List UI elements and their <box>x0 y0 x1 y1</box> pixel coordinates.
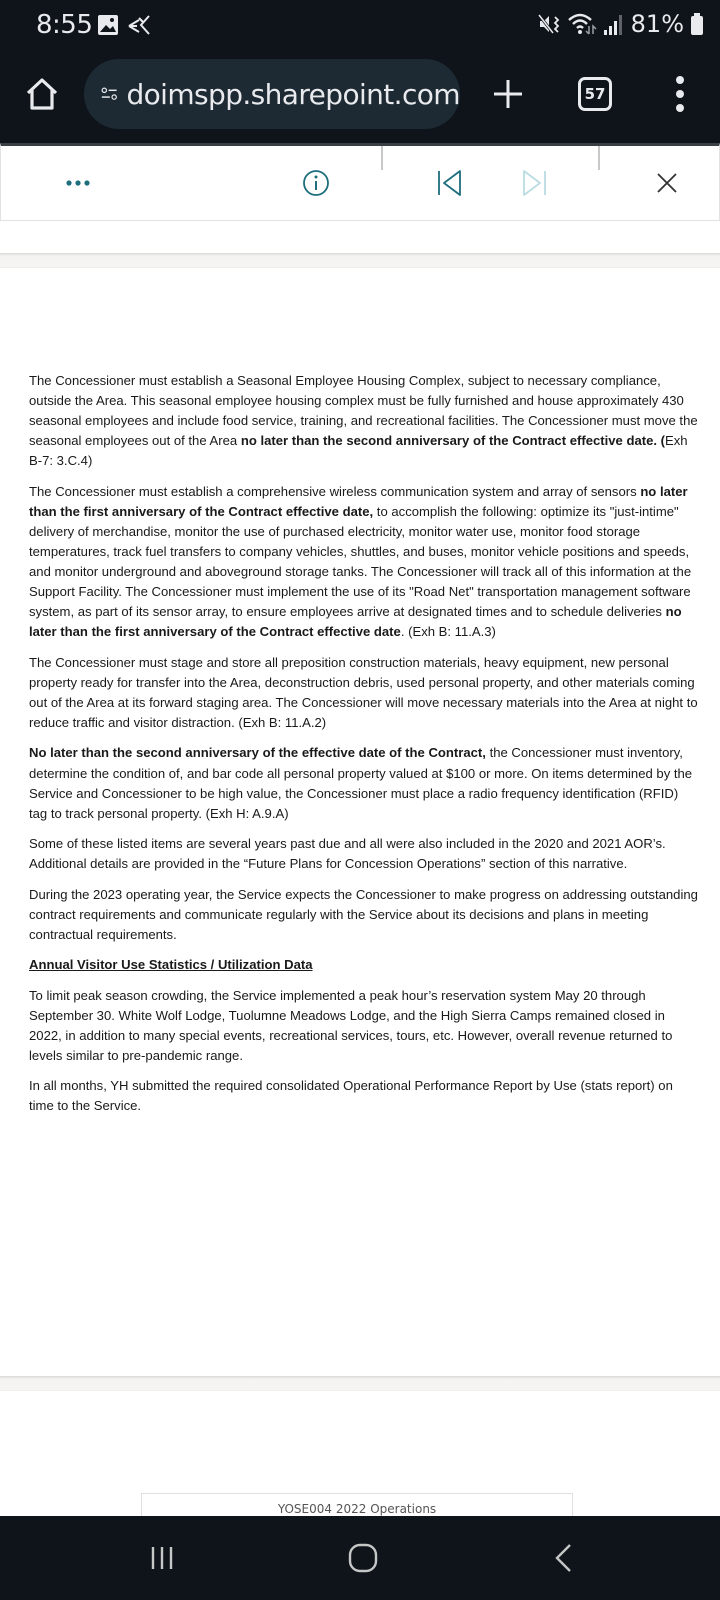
recent-apps-button[interactable] <box>138 1534 186 1582</box>
text: The Concessioner must stage and store all preposition construction materials, heavy equipment, new personal property ready for transfer into the Area, deconstruction debris, used personal property, and other materials coming out of the Area at its forward staging area. The Concessioner will move necessary materials into the Area at night to reduce traffic and visitor distraction. (Exh B: 11.A.2) <box>29 654 698 731</box>
text: The Concessioner must establish a Seasonal Employee Housing Complex, subject to necessary compliance, outside the Area. This seasonal employee housing complex must be fully furnished and house approximately 430 seasonal employees and include food service, training, and recreational facilities. The Concessioner must move the seasonal employees out of the Area <box>29 373 698 449</box>
system-navigation-bar <box>0 1516 720 1600</box>
back-chevron-icon <box>552 1543 576 1573</box>
toolbar-divider <box>598 146 600 170</box>
paragraph <box>29 986 699 1066</box>
text: . (Exh B: 11.A.3) <box>400 624 496 640</box>
tab-count: 57 <box>584 85 606 103</box>
page-separator <box>0 1376 720 1391</box>
text: The Concessioner must establish a comprehensive wireless communication system and array of sensors <box>29 483 641 499</box>
text: To limit peak season crowding, the Service implemented a peak hour’s reservation system May 20 through September 30. White Wolf Lodge, Tuolumne Meadows Lodge, and the High Sierra Camps remained closed in 2022, in addition to many special events, recreational services, tours, etc. However, overall revenue returned to levels similar to pre-pandemic range. <box>29 987 673 1063</box>
text: In all months, YH submitted the required consolidated Operational Performance Report by Use (stats report) on time to the Service. <box>29 1078 673 1114</box>
document-body <box>29 371 699 1127</box>
paragraph <box>29 1076 699 1116</box>
bold-text: no later than the first anniversary of the Contract effective date, <box>29 483 688 519</box>
gallery-notification-icon <box>97 14 119 36</box>
first-page-button[interactable] <box>425 146 475 220</box>
battery-percentage: 81% <box>630 10 684 38</box>
text: During the 2023 operating year, the Service expects the Concessioner to make progress on addressing outstanding contract requirements and communicate regularly with the Service about its decisions and plans in meeting contractual requirements. <box>29 886 698 942</box>
paragraph <box>29 743 699 823</box>
close-viewer-button[interactable] <box>642 146 692 220</box>
text: Some of these listed items are several years past due and all were also included in the 2020 and 2021 AOR’s. Additional details are provided in the “Future Plans for Concession Operations” section of this narrative. <box>29 836 666 872</box>
tab-switcher-button[interactable] <box>578 77 612 111</box>
address-bar[interactable] <box>84 59 460 129</box>
bold-text: Annual Visitor Use Statistics / Utilization Data <box>29 957 313 973</box>
text: Exh B-7: 3.C.4) <box>29 433 688 469</box>
last-page-button[interactable] <box>509 146 559 220</box>
more-options-icon <box>65 179 91 187</box>
cellular-signal-icon <box>603 12 625 36</box>
next-page-title: YOSE004 2022 Operations <box>277 1502 437 1516</box>
paragraph <box>29 653 699 733</box>
toolbar-divider <box>381 146 383 170</box>
status-bar <box>0 0 720 52</box>
browser-toolbar <box>0 52 720 143</box>
document-info-button[interactable] <box>291 146 341 220</box>
paragraph <box>29 885 699 945</box>
paragraph <box>29 482 699 643</box>
mute-vibrate-icon <box>537 12 561 36</box>
back-nav-button[interactable] <box>540 1534 588 1582</box>
status-time: 8:55 <box>36 10 93 40</box>
kebab-menu-icon <box>670 72 690 116</box>
more-options-button[interactable] <box>53 146 103 220</box>
paragraph <box>29 371 699 471</box>
close-icon <box>656 172 678 194</box>
plus-icon <box>488 74 528 114</box>
bold-text: No later than the second anniversary of the effective date of the Contract, <box>29 745 486 761</box>
text: to accomplish the following: optimize its "just-intime" delivery of merchandise, monitor the use of purchased electricity, monitor water use, monitor food storage temperatures, track fuel transfers to company vehicles, shuttles, and buses, monitor vehicle positions and speeds, and monitor underground and aboveground storage tanks. The Concessioner will track all of this information at the Support Facility. The Concessioner must implement the use of its "Road Net" transportation management software system, as part of its sensor array, to ensure employees arrive at designated times and to schedule deliveries <box>29 503 692 620</box>
home-button[interactable] <box>24 76 60 112</box>
document-viewer-toolbar <box>0 143 720 221</box>
page-separator <box>0 253 720 268</box>
browser-menu-button[interactable] <box>670 72 690 116</box>
text: the Concessioner must inventory, determine the condition of, and bar code all personal property valued at $100 or more. On items determined by the Service and Concessioner to be high value, the Concessioner must place a radio frequency identification (RFID) tag to track personal property. (Exh H: A.9.A) <box>29 745 693 821</box>
bold-text: no later than the second anniversary of the Contract effective date. ( <box>240 433 666 449</box>
paragraph <box>29 834 699 874</box>
messaging-notification-icon <box>127 14 153 36</box>
skip-to-end-icon <box>520 169 548 197</box>
home-icon <box>24 76 60 112</box>
battery-icon <box>690 12 704 36</box>
home-circle-icon <box>348 1543 378 1573</box>
site-settings-icon[interactable] <box>100 82 118 106</box>
info-icon <box>302 169 330 197</box>
section-heading <box>29 955 699 975</box>
new-tab-button[interactable] <box>488 74 528 114</box>
url-text: doimspp.sharepoint.com <box>126 77 460 111</box>
home-nav-button[interactable] <box>339 1534 387 1582</box>
bold-text: no later than the first anniversary of the Contract effective date <box>29 604 682 640</box>
recent-apps-icon <box>148 1544 176 1572</box>
wifi-icon <box>567 12 597 36</box>
skip-to-start-icon <box>436 169 464 197</box>
